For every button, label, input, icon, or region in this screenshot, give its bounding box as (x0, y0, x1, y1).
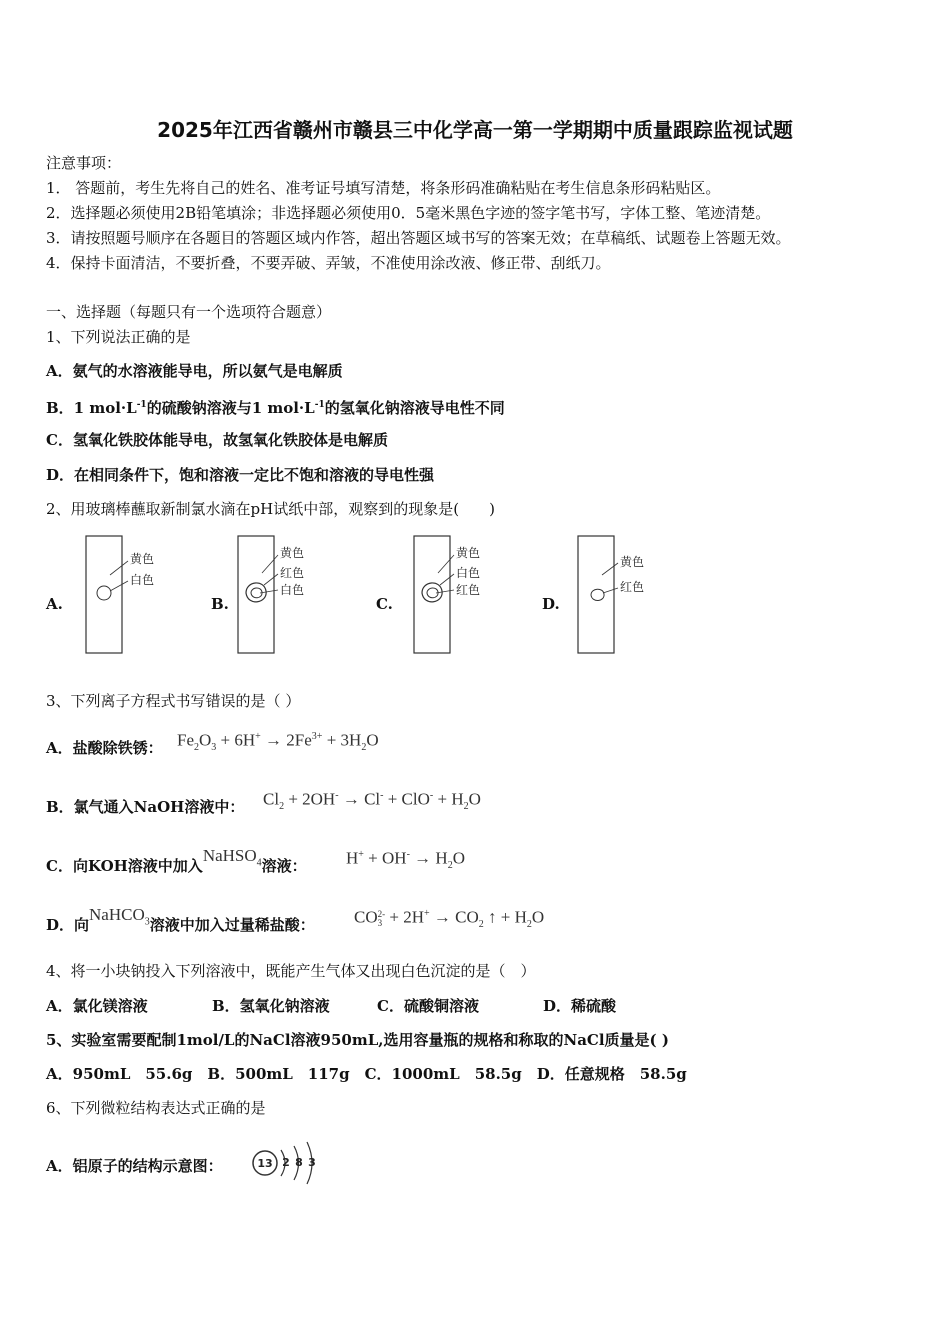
svg-text:黄色: 黄色 (620, 555, 645, 569)
q3-option-d-label: D．向NaHCO$_3$溶液中加入过量稀盐酸： (46, 905, 315, 934)
svg-text:13: 13 (257, 1157, 273, 1170)
q1-stem: 1、下列说法正确的是 (46, 328, 191, 346)
notice-item-1: 1． 答题前，考生先将自己的姓名、准考证号填写清楚，将条形码准确粘贴在考生信息条形码粘贴区。 (46, 179, 721, 197)
q3-option-c-reagent: NaHSO$_4$ (202, 846, 262, 869)
q3-option-d-equation: CO 2- 3 + $2H^+ \to CO_2$ ↑ + $H_2O$ (354, 907, 545, 931)
q3-option-c-label: C．向KOH溶液中加入NaHSO$_4$溶液： (46, 846, 307, 875)
q4-stem: 4、将一小块钠投入下列溶液中，既能产生气体又出现白色沉淀的是（ ） (46, 962, 536, 980)
q1-option-a: A．氨气的水溶液能导电，所以氨气是电解质 (46, 362, 343, 380)
q2-stem: 2、用玻璃棒蘸取新制氯水滴在pH试纸中部，观察到的现象是( ) (46, 500, 495, 518)
q3-option-b-label: B．氯气通入NaOH溶液中： (46, 798, 245, 816)
q3-option-a-label: A．盐酸除铁锈： (46, 739, 163, 757)
section-heading: 一、选择题（每题只有一个选项符合题意） (46, 303, 332, 321)
q2-option-c-diagram (408, 533, 518, 658)
q6-option-a: A．铝原子的结构示意图： (46, 1157, 223, 1175)
svg-text:白色: 白色 (456, 566, 481, 580)
svg-text:黄色: 黄色 (130, 552, 155, 566)
q3-option-b-equation: $Cl_2 + 2OH^- \to Cl^- + ClO^- + H_2O$ (263, 789, 481, 813)
notice-item-3: 3．请按照题号顺序在各题目的答题区域内作答，超出答题区域书写的答案无效；在草稿纸、试题卷上答题无效。 (46, 229, 791, 247)
q3-option-c-equation: $H^+ + OH^- \to H_2O$ (346, 848, 465, 872)
q1-option-d: D．在相同条件下，饱和溶液一定比不饱和溶液的导电性强 (46, 466, 435, 484)
q3-stem: 3、下列离子方程式书写错误的是（ ） (46, 692, 301, 710)
svg-text:白色: 白色 (130, 573, 155, 587)
q4-option-a: A．氯化镁溶液 (46, 997, 148, 1015)
svg-text:黄色: 黄色 (456, 546, 481, 560)
q2-option-b-diagram (232, 533, 342, 658)
q4-option-b: B．氢氧化钠溶液 (212, 997, 330, 1015)
q5-options: A．950mL 55.6g B．500mL 117g C．1000mL 58.5g D．任意规格 58.5g (46, 1065, 687, 1083)
q3-option-d-reagent: NaHCO$_3$ (89, 905, 150, 928)
notice-heading: 注意事项： (46, 154, 122, 172)
q2-option-b-label: B. (211, 595, 229, 613)
svg-text:红色: 红色 (280, 566, 305, 580)
q6-stem: 6、下列微粒结构表达式正确的是 (46, 1099, 266, 1117)
q2-option-a-diagram (80, 533, 190, 658)
svg-text:3: 3 (308, 1156, 316, 1169)
q2-option-d-diagram (572, 533, 682, 658)
svg-text:红色: 红色 (620, 580, 645, 594)
q2-option-a-label: A. (46, 595, 63, 613)
notice-item-2: 2．选择题必须使用2B铅笔填涂；非选择题必须使用0．5毫米黑色字迹的签字笔书写，字体工整、笔迹清楚。 (46, 204, 771, 222)
svg-text:白色: 白色 (280, 583, 305, 597)
notice-item-4: 4．保持卡面清洁，不要折叠，不要弄破、弄皱，不准使用涂改液、修正带、刮纸刀。 (46, 254, 611, 272)
q2-option-d-label: D. (542, 595, 560, 613)
aluminum-atom-diagram (248, 1138, 328, 1186)
svg-text:黄色: 黄色 (280, 546, 305, 560)
svg-text:8: 8 (295, 1156, 303, 1169)
q5-stem: 5、实验室需要配制1mol/L的NaCl溶液950mL,选用容量瓶的规格和称取的NaCl质量是( ) (46, 1031, 669, 1049)
q1-option-b: B．1 $mol\cdot L^{-1}$的硫酸钠溶液与1 $mol\cdot L^{-1}$的氢氧化钠溶液导电性不同 (46, 399, 505, 417)
q2-option-c-label: C. (376, 595, 393, 613)
svg-text:2: 2 (282, 1156, 290, 1169)
q1-option-c: C．氢氧化铁胶体能导电，故氢氧化铁胶体是电解质 (46, 431, 388, 449)
q4-option-c: C．硫酸铜溶液 (377, 997, 479, 1015)
q4-option-d: D．稀硫酸 (543, 997, 617, 1015)
svg-text:红色: 红色 (456, 583, 481, 597)
exam-title: 2025年江西省赣州市赣县三中化学高一第一学期期中质量跟踪监视试题 (157, 118, 793, 142)
q3-option-a-equation: $Fe_2O_3 + 6H^+ \to 2Fe^{3+} + 3H_2O$ (177, 730, 379, 754)
